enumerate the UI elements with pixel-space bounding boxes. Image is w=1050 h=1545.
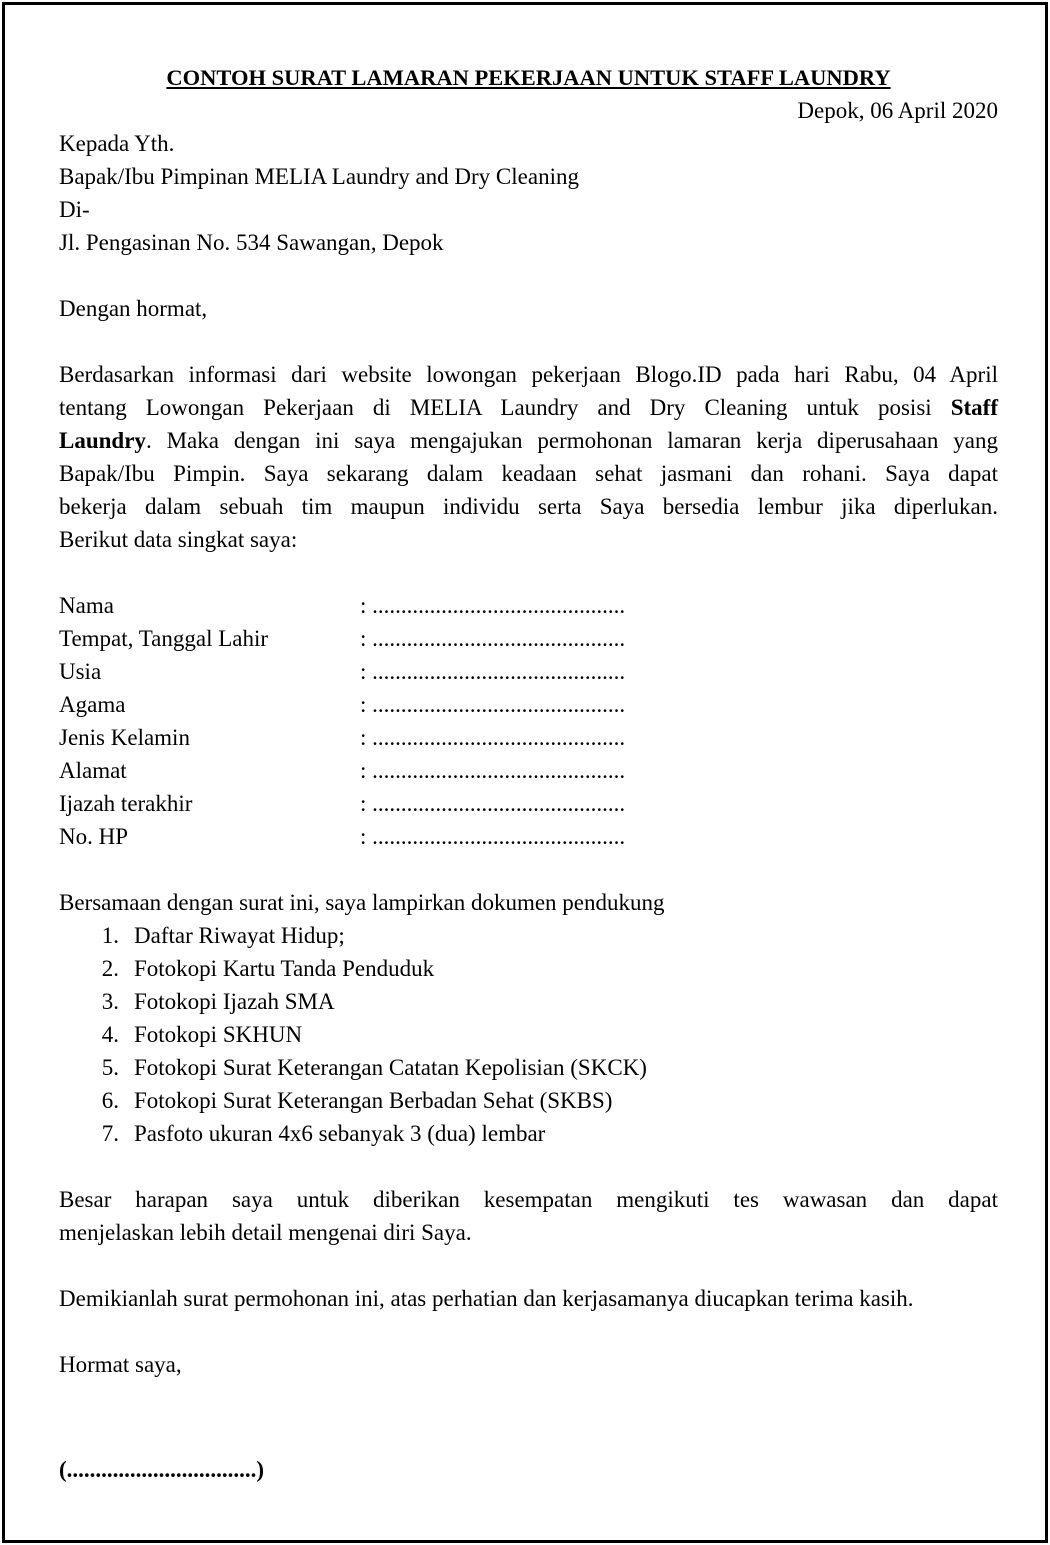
signature-placeholder: (.................................) (59, 1457, 265, 1482)
field-value-placeholder: : ............................................ (360, 593, 626, 618)
field-label: Ijazah terakhir (59, 791, 193, 816)
field-row (59, 754, 998, 787)
paragraph-line: menjelaskan lebih detail mengenai diri Saya. (59, 1220, 472, 1245)
field-value-placeholder: : ............................................ (360, 626, 626, 651)
field-label: Alamat (59, 758, 127, 783)
closing-paragraph: Demikianlah surat permohonan ini, atas perhatian dan kerjasamanya diucapkan terima kasih. (59, 1286, 914, 1311)
paragraph-line (59, 391, 998, 424)
paragraph-line: bekerja dalam sebuah tim maupun individu serta Saya bersedia lembur jika diperlukan. (59, 494, 998, 519)
list-number: 1. (101, 923, 119, 948)
field-value-placeholder: : ............................................ (360, 758, 626, 783)
list-item (59, 985, 998, 1018)
field-label: No. HP (59, 824, 129, 849)
recipient-line: Bapak/Ibu Pimpinan MELIA Laundry and Dry Cleaning (59, 164, 579, 189)
recipient-line: Jl. Pengasinan No. 534 Sawangan, Depok (59, 230, 444, 255)
greeting: Dengan hormat, (59, 296, 208, 321)
field-label: Agama (59, 692, 126, 717)
list-item (59, 1084, 998, 1117)
personal-data-fields (59, 589, 998, 853)
field-label: Nama (59, 593, 114, 618)
letter-title: CONTOH SURAT LAMARAN PEKERJAAN UNTUK STAFF LAUNDRY (166, 65, 891, 90)
sign-off: Hormat saya, (59, 1352, 182, 1377)
field-row (59, 688, 998, 721)
field-row (59, 721, 998, 754)
letter (59, 61, 998, 1486)
field-label: Tempat, Tanggal Lahir (59, 626, 269, 651)
field-label: Jenis Kelamin (59, 725, 190, 750)
list-item (59, 1051, 998, 1084)
paragraph-line: Berdasarkan informasi dari website lowongan pekerjaan Blogo.ID pada hari Rabu, 04 April (59, 362, 998, 387)
text: . Maka dengan ini saya mengajukan permohonan lamaran kerja diperusahaan yang (145, 428, 998, 453)
paragraph-line: Berikut data singkat saya: (59, 527, 298, 552)
list-text: Fotokopi SKHUN (134, 1022, 303, 1047)
field-value-placeholder: : ............................................ (360, 824, 626, 849)
list-number: 5. (101, 1055, 119, 1080)
list-text: Fotokopi Kartu Tanda Penduduk (134, 956, 435, 981)
paragraph-line (59, 424, 998, 457)
list-number: 4. (101, 1022, 119, 1047)
list-number: 3. (101, 989, 119, 1014)
letter-date: Depok, 06 April 2020 (797, 98, 998, 123)
paragraph-line: Besar harapan saya untuk diberikan kesempatan mengikuti tes wawasan dan dapat (59, 1187, 998, 1212)
list-number: 2. (101, 956, 119, 981)
field-value-placeholder: : ............................................ (360, 791, 626, 816)
list-item (59, 1117, 998, 1150)
position-bold: Laundry (59, 428, 146, 453)
field-row (59, 787, 998, 820)
list-item (59, 919, 998, 952)
list-number: 7. (101, 1121, 119, 1146)
field-row (59, 589, 998, 622)
list-text: Pasfoto ukuran 4x6 sebanyak 3 (dua) lembar (134, 1121, 546, 1146)
list-text: Fotokopi Surat Keterangan Catatan Kepolisian (SKCK) (134, 1055, 647, 1080)
attachments-intro: Bersamaan dengan surat ini, saya lampirkan dokumen pendukung (59, 890, 665, 915)
list-item (59, 1018, 998, 1051)
list-item (59, 952, 998, 985)
list-number: 6. (101, 1088, 119, 1113)
field-value-placeholder: : ............................................ (360, 659, 626, 684)
field-row (59, 622, 998, 655)
field-value-placeholder: : ............................................ (360, 692, 626, 717)
intro-paragraph (59, 358, 998, 556)
field-value-placeholder: : ............................................ (360, 725, 626, 750)
list-text: Fotokopi Ijazah SMA (134, 989, 335, 1014)
position-bold: Staff (950, 395, 998, 420)
list-text: Fotokopi Surat Keterangan Berbadan Sehat (SKBS) (134, 1088, 613, 1113)
recipient-line: Di- (59, 197, 90, 222)
field-label: Usia (59, 659, 102, 684)
field-row (59, 820, 998, 853)
field-row (59, 655, 998, 688)
list-text: Daftar Riwayat Hidup; (134, 923, 345, 948)
text: tentang Lowongan Pekerjaan di MELIA Laundry and Dry Cleaning untuk posisi (59, 395, 951, 420)
attachments-list (59, 919, 998, 1150)
recipient-line: Kepada Yth. (59, 131, 175, 156)
paragraph-line: Bapak/Ibu Pimpin. Saya sekarang dalam keadaan sehat jasmani dan rohani. Saya dapat (59, 461, 998, 486)
